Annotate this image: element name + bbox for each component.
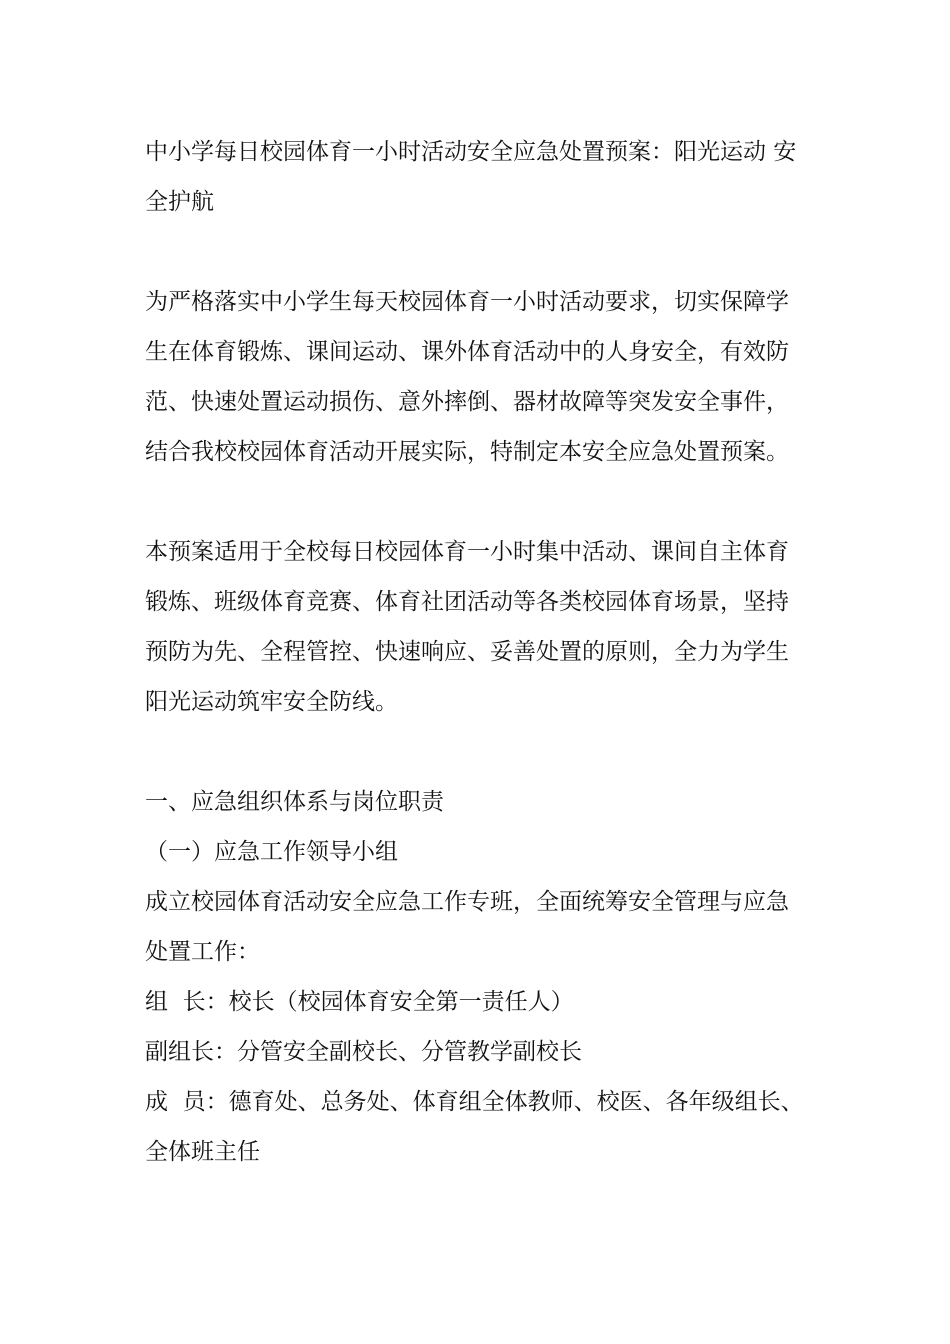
subsection-1-body: 成立校园体育活动安全应急工作专班，全面统筹安全管理与应急处置工作：: [145, 889, 789, 965]
subsection-1-heading: （一）应急工作领导小组: [145, 839, 398, 865]
section-1-heading: 一、应急组织体系与岗位职责: [145, 789, 444, 815]
leader-line: 组 长：校长（校园体育安全第一责任人）: [145, 989, 574, 1015]
members-line: 成 员：德育处、总务处、体育组全体教师、校医、各年级组长、全体班主任: [145, 1089, 804, 1165]
document-title: 中小学每日校园体育一小时活动安全应急处置预案：阳光运动 安全护航: [145, 139, 797, 215]
deputy-line: 副组长：分管安全副校长、分管教学副校长: [145, 1039, 582, 1065]
document-body: [145, 127, 810, 1177]
intro-paragraph-2: 本预案适用于全校每日校园体育一小时集中活动、课间自主体育锻炼、班级体育竞赛、体育社团活动等各类校园体育场景，坚持预防为先、全程管控、快速响应、妥善处置的原则，全力为学生阳光运动筑牢安全防线。: [145, 539, 789, 715]
intro-paragraph-1: 为严格落实中小学生每天校园体育一小时活动要求，切实保障学生在体育锻炼、课间运动、课外体育活动中的人身安全，有效防范、快速处置运动损伤、意外摔倒、器材故障等突发安全事件，结合我校校园体育活动开展实际，特制定本安全应急处置预案。: [145, 289, 789, 465]
